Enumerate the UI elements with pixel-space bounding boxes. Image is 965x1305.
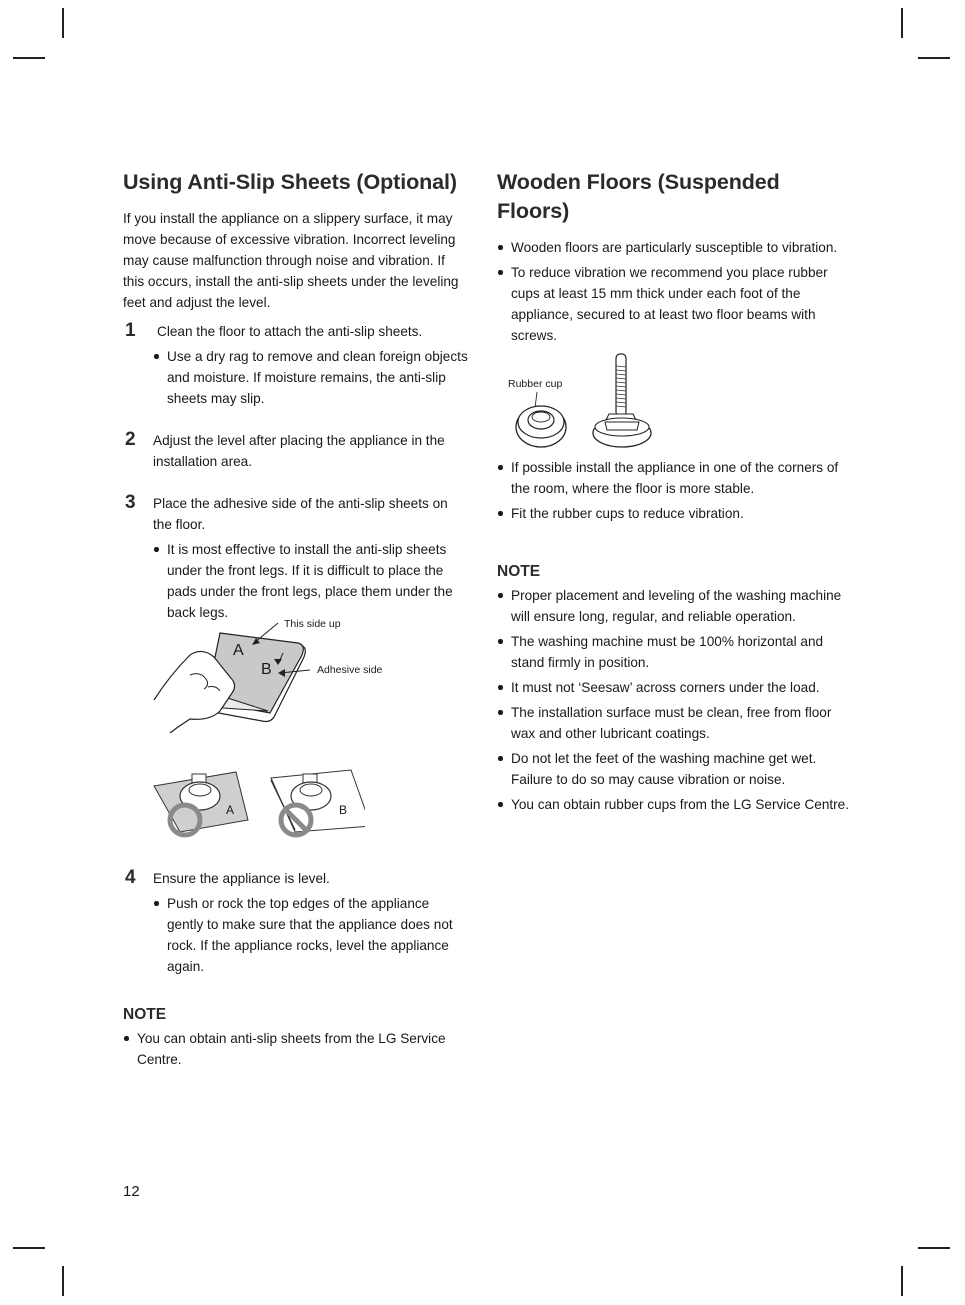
left-note xyxy=(123,1004,468,1074)
right-note xyxy=(497,561,857,819)
rubber-cup-label: Rubber cup xyxy=(508,378,563,390)
list-item: Push or rock the top edges of the appliance gently to make sure that the appliance does not rock. If the appliance rocks, level the appliance again. xyxy=(153,893,468,977)
list-item: It is most effective to install the anti-slip sheets under the front legs. If it is difficult to place the pads under the front legs, place them under the back legs. xyxy=(153,539,468,623)
crop-mark xyxy=(918,57,950,59)
section-title: Using Anti-Slip Sheets (Optional) xyxy=(123,170,457,194)
bullets-bottom xyxy=(497,457,857,524)
list-item: Proper placement and leveling of the washing machine will ensure long, regular, and reliable operation. xyxy=(497,585,857,627)
note-title: NOTE xyxy=(497,563,541,580)
step-number: 3 xyxy=(125,492,136,513)
step-4 xyxy=(123,866,468,977)
list-item: You can obtain rubber cups from the LG Service Centre. xyxy=(497,794,857,815)
crop-mark xyxy=(901,8,903,38)
prohibited-foot-illustration xyxy=(265,766,365,841)
crop-mark xyxy=(918,1247,950,1249)
step-text: Place the adhesive side of the anti-slip sheets on the floor. xyxy=(153,496,448,532)
step-bullets xyxy=(153,539,468,623)
list-item: Fit the rubber cups to reduce vibration. xyxy=(497,503,857,524)
step-number: 2 xyxy=(125,429,136,450)
list-item: The installation surface must be clean, free from floor wax and other lubricant coatings. xyxy=(497,702,857,744)
letter-b-label: B xyxy=(261,661,272,678)
right-bullets-bottom xyxy=(497,457,857,528)
note-list xyxy=(497,585,857,815)
list-item: If possible install the appliance in one of the corners of the room, where the floor is more stable. xyxy=(497,457,857,499)
step-number: 4 xyxy=(125,867,136,888)
feet-placement-figure xyxy=(150,766,365,841)
bullets-top xyxy=(497,237,857,346)
crop-mark xyxy=(13,57,45,59)
step-text: Clean the floor to attach the anti-slip sheets. xyxy=(157,324,423,339)
step-bullets xyxy=(153,893,468,977)
list-item: Do not let the feet of the washing machine get wet. Failure to do so may cause vibration or noise. xyxy=(497,748,857,790)
step-2 xyxy=(123,428,468,472)
step-3 xyxy=(123,491,468,623)
foot-a-label: A xyxy=(226,803,235,817)
step-bullets xyxy=(153,346,468,409)
intro-paragraph: If you install the appliance on a slippery surface, it may move because of excessive vibration. Incorrect leveling may cause malfunction through noise and vibration. If this occurs, install the anti-slip sheets under the leveling feet and adjust the level. xyxy=(123,211,459,310)
step-number: 1 xyxy=(125,320,136,341)
list-item: You can obtain anti-slip sheets from the LG Service Centre. xyxy=(123,1028,468,1070)
list-item: It must not ‘Seesaw’ across corners under the load. xyxy=(497,677,857,698)
letter-a-label: A xyxy=(233,642,244,659)
this-side-up-label: This side up xyxy=(284,618,341,630)
crop-mark xyxy=(13,1247,45,1249)
step-text: Adjust the level after placing the appliance in the installation area. xyxy=(153,433,445,469)
list-item: The washing machine must be 100% horizontal and stand firmly in position. xyxy=(497,631,857,673)
rubber-cup-icon xyxy=(505,352,665,452)
foot-b-label: B xyxy=(339,803,348,817)
list-item: To reduce vibration we recommend you place rubber cups at least 15 mm thick under each foot of the appliance, secured to at least two floor beams with screws. xyxy=(497,262,857,346)
crop-mark xyxy=(62,1266,64,1296)
list-item: Wooden floors are particularly susceptible to vibration. xyxy=(497,237,857,258)
wooden-floors-section xyxy=(497,168,857,350)
step-1 xyxy=(123,319,468,409)
list-item: Use a dry rag to remove and clean foreign objects and moisture. If moisture remains, the anti-slip sheets may slip. xyxy=(153,346,468,409)
rubber-cup-figure xyxy=(505,352,665,452)
step-4-block xyxy=(123,866,468,981)
crop-mark xyxy=(62,8,64,38)
note-title: NOTE xyxy=(123,1006,167,1023)
anti-slip-section xyxy=(123,168,468,627)
correct-foot-illustration xyxy=(150,766,250,841)
adhesive-side-label: Adhesive side xyxy=(317,664,383,676)
note-list xyxy=(123,1028,468,1070)
section-title: Wooden Floors (Suspended Floors) xyxy=(497,170,780,223)
page-number: 12 xyxy=(123,1183,140,1200)
step-text: Ensure the appliance is level. xyxy=(153,871,330,886)
crop-mark xyxy=(901,1266,903,1296)
anti-slip-sheet-figure xyxy=(150,615,400,735)
